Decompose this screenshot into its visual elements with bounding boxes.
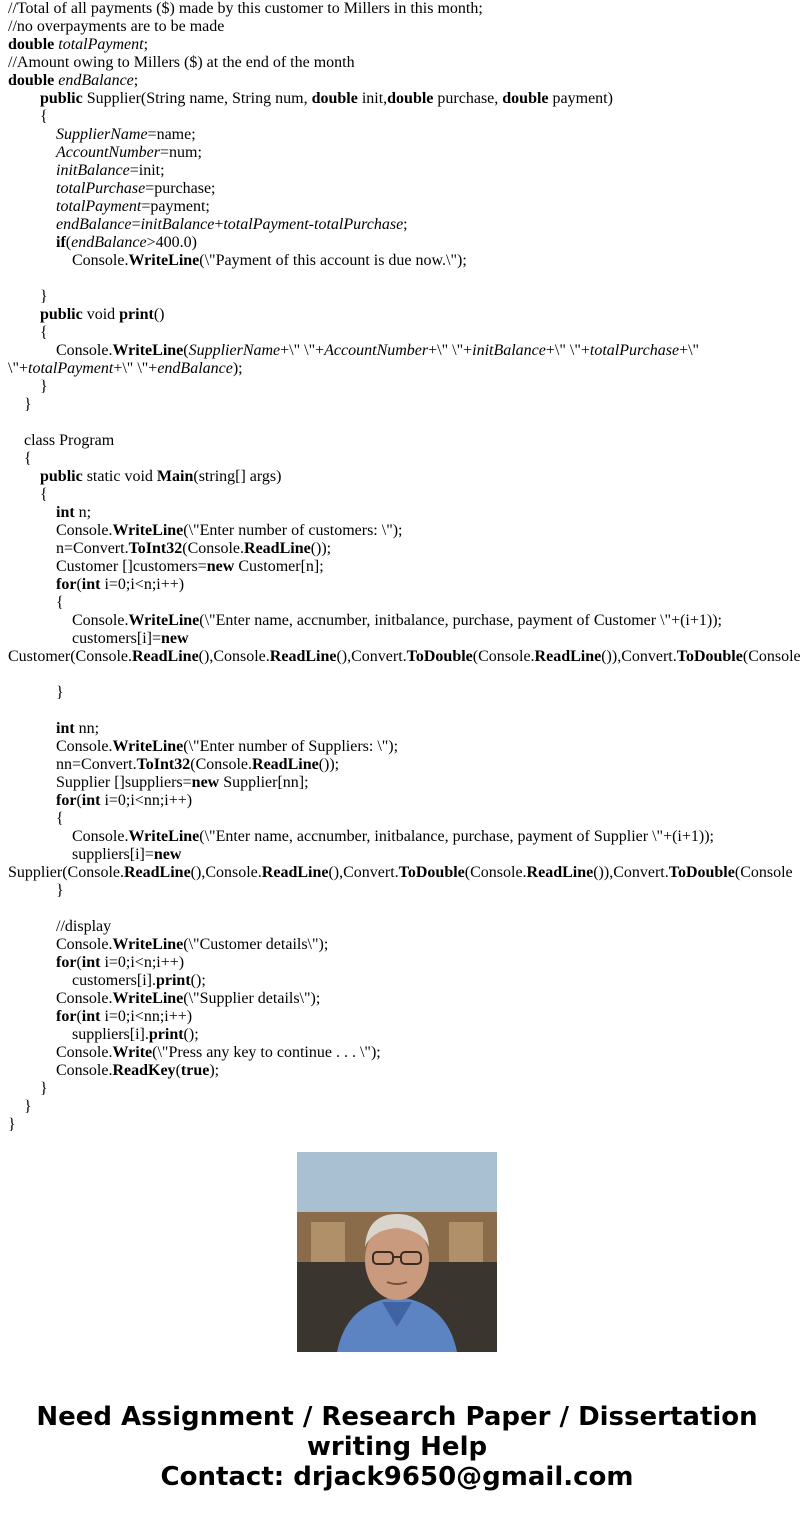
promo-line-1: Need Assignment / Research Paper / Dissertation: [36, 1402, 758, 1432]
code-line: public static void Main(string[] args): [40, 468, 282, 485]
code-line: [8, 666, 794, 684]
code-line: Console.WriteLine(\"Payment of this account is due now.\");: [8, 252, 467, 269]
code-line: Console.Write(\"Press any key to continue . . . \");: [8, 1044, 381, 1061]
code-line: }: [8, 396, 32, 413]
code-line: suppliers[i]=new: [8, 846, 182, 863]
code-line: }: [8, 378, 48, 395]
promo-banner: [0, 1402, 794, 1492]
code-line: double totalPayment;: [8, 36, 149, 53]
code-line: {: [8, 594, 64, 611]
code-line: customers[i]=new: [8, 630, 189, 647]
code-line: nn=Convert.ToInt32(Console.ReadLine());: [8, 756, 340, 773]
code-line: Customer(Console.ReadLine(),Console.ReadLine(),Convert.ToDouble(Console.ReadLine()),Convert.ToDouble(Console: [8, 648, 801, 665]
promo-line-2: writing Help: [306, 1432, 488, 1462]
code-line: n=Convert.ToInt32(Console.ReadLine());: [8, 540, 332, 557]
code-line: Supplier(Console.ReadLine(),Console.ReadLine(),Convert.ToDouble(Console.ReadLine()),Convert.ToDouble(Console: [8, 864, 793, 881]
code-line: //Total of all payments ($) made by this customer to Millers in this month;: [8, 0, 483, 17]
code-line: double endBalance;: [8, 72, 139, 89]
code-line: Supplier []suppliers=new Supplier[nn];: [8, 774, 309, 791]
code-line: int n;: [56, 504, 92, 521]
code-line: Console.WriteLine(\"Supplier details\");: [8, 990, 321, 1007]
code-line: totalPurchase=purchase;: [56, 180, 216, 197]
code-line: Console.WriteLine(\"Enter number of Suppliers: \");: [8, 738, 399, 755]
code-line: Console.WriteLine(\"Customer details\");: [8, 936, 329, 953]
code-line: }: [8, 288, 48, 305]
code-line: {: [8, 324, 48, 341]
code-listing: [8, 0, 801, 1133]
code-line: class Program: [8, 432, 115, 449]
code-line: Customer []customers=new Customer[n];: [8, 558, 324, 575]
code-line: }: [8, 1116, 16, 1133]
code-line: Console.ReadKey(true);: [8, 1062, 220, 1079]
code-line: {: [8, 450, 32, 467]
code-line: AccountNumber=num;: [56, 144, 202, 161]
code-line: for(int i=0;i<n;i++): [56, 576, 185, 593]
code-line: endBalance=initBalance+totalPayment-totalPurchase;: [56, 216, 408, 233]
promo-line-3: Contact: drjack9650@gmail.com: [160, 1462, 634, 1492]
code-line: int nn;: [56, 720, 100, 737]
code-line: suppliers[i].print();: [8, 1026, 199, 1043]
code-line: {: [8, 810, 64, 827]
code-line: if(endBalance>400.0): [56, 234, 197, 251]
code-line: //Amount owing to Millers ($) at the end of the month: [8, 54, 355, 71]
code-line: [8, 414, 794, 432]
avatar: [297, 1152, 497, 1352]
code-line: Console.WriteLine(SupplierName+\" \"+AccountNumber+\" \"+initBalance+\" \"+totalPurchase+\": [8, 342, 700, 359]
code-line: public Supplier(String name, String num, double init,double purchase, double payment): [40, 90, 613, 107]
code-line: for(int i=0;i<n;i++): [56, 954, 185, 971]
code-line: [8, 900, 794, 918]
code-line: }: [8, 882, 64, 899]
code-line: totalPayment=payment;: [56, 198, 210, 215]
code-line: }: [8, 1080, 48, 1097]
code-line: }: [8, 1098, 32, 1115]
code-line: Console.WriteLine(\"Enter name, accnumber, initbalance, purchase, payment of Customer \"+(i+1));: [8, 612, 722, 629]
code-line: }: [8, 684, 64, 701]
code-line: initBalance=init;: [56, 162, 165, 179]
code-line: SupplierName=name;: [56, 126, 196, 143]
person-photo-icon: [297, 1152, 497, 1352]
code-line: for(int i=0;i<nn;i++): [56, 1008, 193, 1025]
code-line: Console.WriteLine(\"Enter name, accnumber, initbalance, purchase, payment of Supplier \"+(i+1));: [8, 828, 714, 845]
code-line: //no overpayments are to be made: [8, 18, 225, 35]
code-line: {: [8, 486, 48, 503]
code-line: //display: [8, 918, 112, 935]
code-line: [8, 270, 794, 288]
code-line: customers[i].print();: [8, 972, 206, 989]
code-line: [8, 702, 794, 720]
code-line: for(int i=0;i<nn;i++): [56, 792, 193, 809]
code-line: \"+totalPayment+\" \"+endBalance);: [8, 360, 243, 377]
code-line: public void print(): [40, 306, 165, 323]
code-line: {: [8, 108, 48, 125]
code-line: Console.WriteLine(\"Enter number of customers: \");: [8, 522, 403, 539]
